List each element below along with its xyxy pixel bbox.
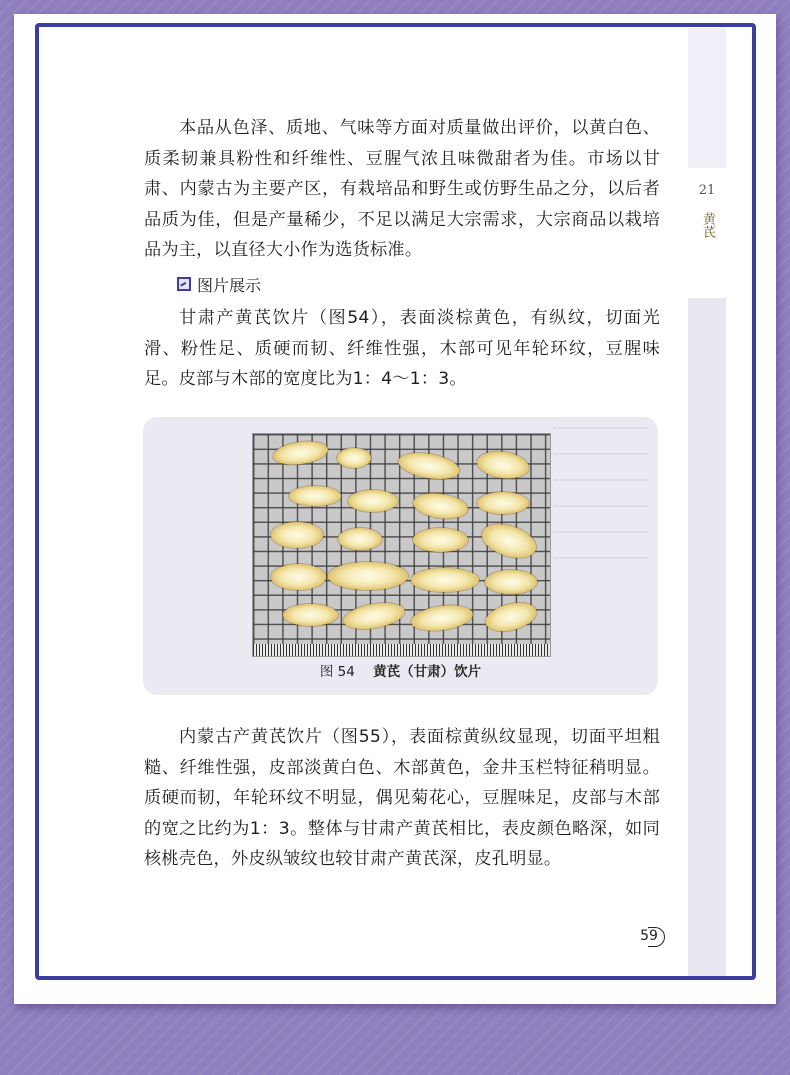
scale-ruler [253,644,550,656]
figure-caption [252,660,549,680]
gansu-paragraph: 甘肃产黄芪饮片（图54），表面淡棕黄色，有纵纹，切面光滑、粉性足、质硬而韧、纤维性强，木部可见年轮环纹，豆腥味足。皮部与木部的宽度比为1：4～1：3。 [144,308,660,389]
intro-paragraph: 本品从色泽、质地、气味等方面对质量做出评价，以黄白色、质柔韧兼具粉性和纤维性、豆腥气浓且味微甜者为佳。市场以甘肃、内蒙古为主要产区，有栽培品和野生或仿野生品之分，以后者品质为佳，但是产量稀少，不足以满足大宗需求，大宗商品以栽培品为主，以直径大小作为选货标准。 [144,118,660,260]
section-heading [177,272,261,296]
figure-54-photo [252,433,551,657]
neimenggu-paragraph: 内蒙古产黄芪饮片（图55），表面棕黄纵纹显现，切面平坦粗糙、纤维性强，皮部淡黄白色、木部黄色，金井玉栏特征稍明显。质硬而韧，年轮环纹不明显，偶见菊花心，豆腥味足，皮部与木部的宽之比约为1：3。整体与甘肃产黄芪相比，表皮颜色略深，如同核桃壳色，外皮纵皱纹也较甘肃产黄芪深，皮孔明显。 [144,727,660,869]
page-number: 59 [636,925,662,947]
section-title: 图片展示 [197,275,262,295]
chapter-name [688,212,726,245]
figure-title: 黄芪（甘肃）饮片 [373,664,482,680]
figure-number: 图 54 [319,664,355,680]
chapter-name-text: 黄芪 [700,212,715,238]
chapter-side-tab [688,28,726,976]
picture-icon [177,277,191,291]
chapter-number: 21 [698,183,716,198]
